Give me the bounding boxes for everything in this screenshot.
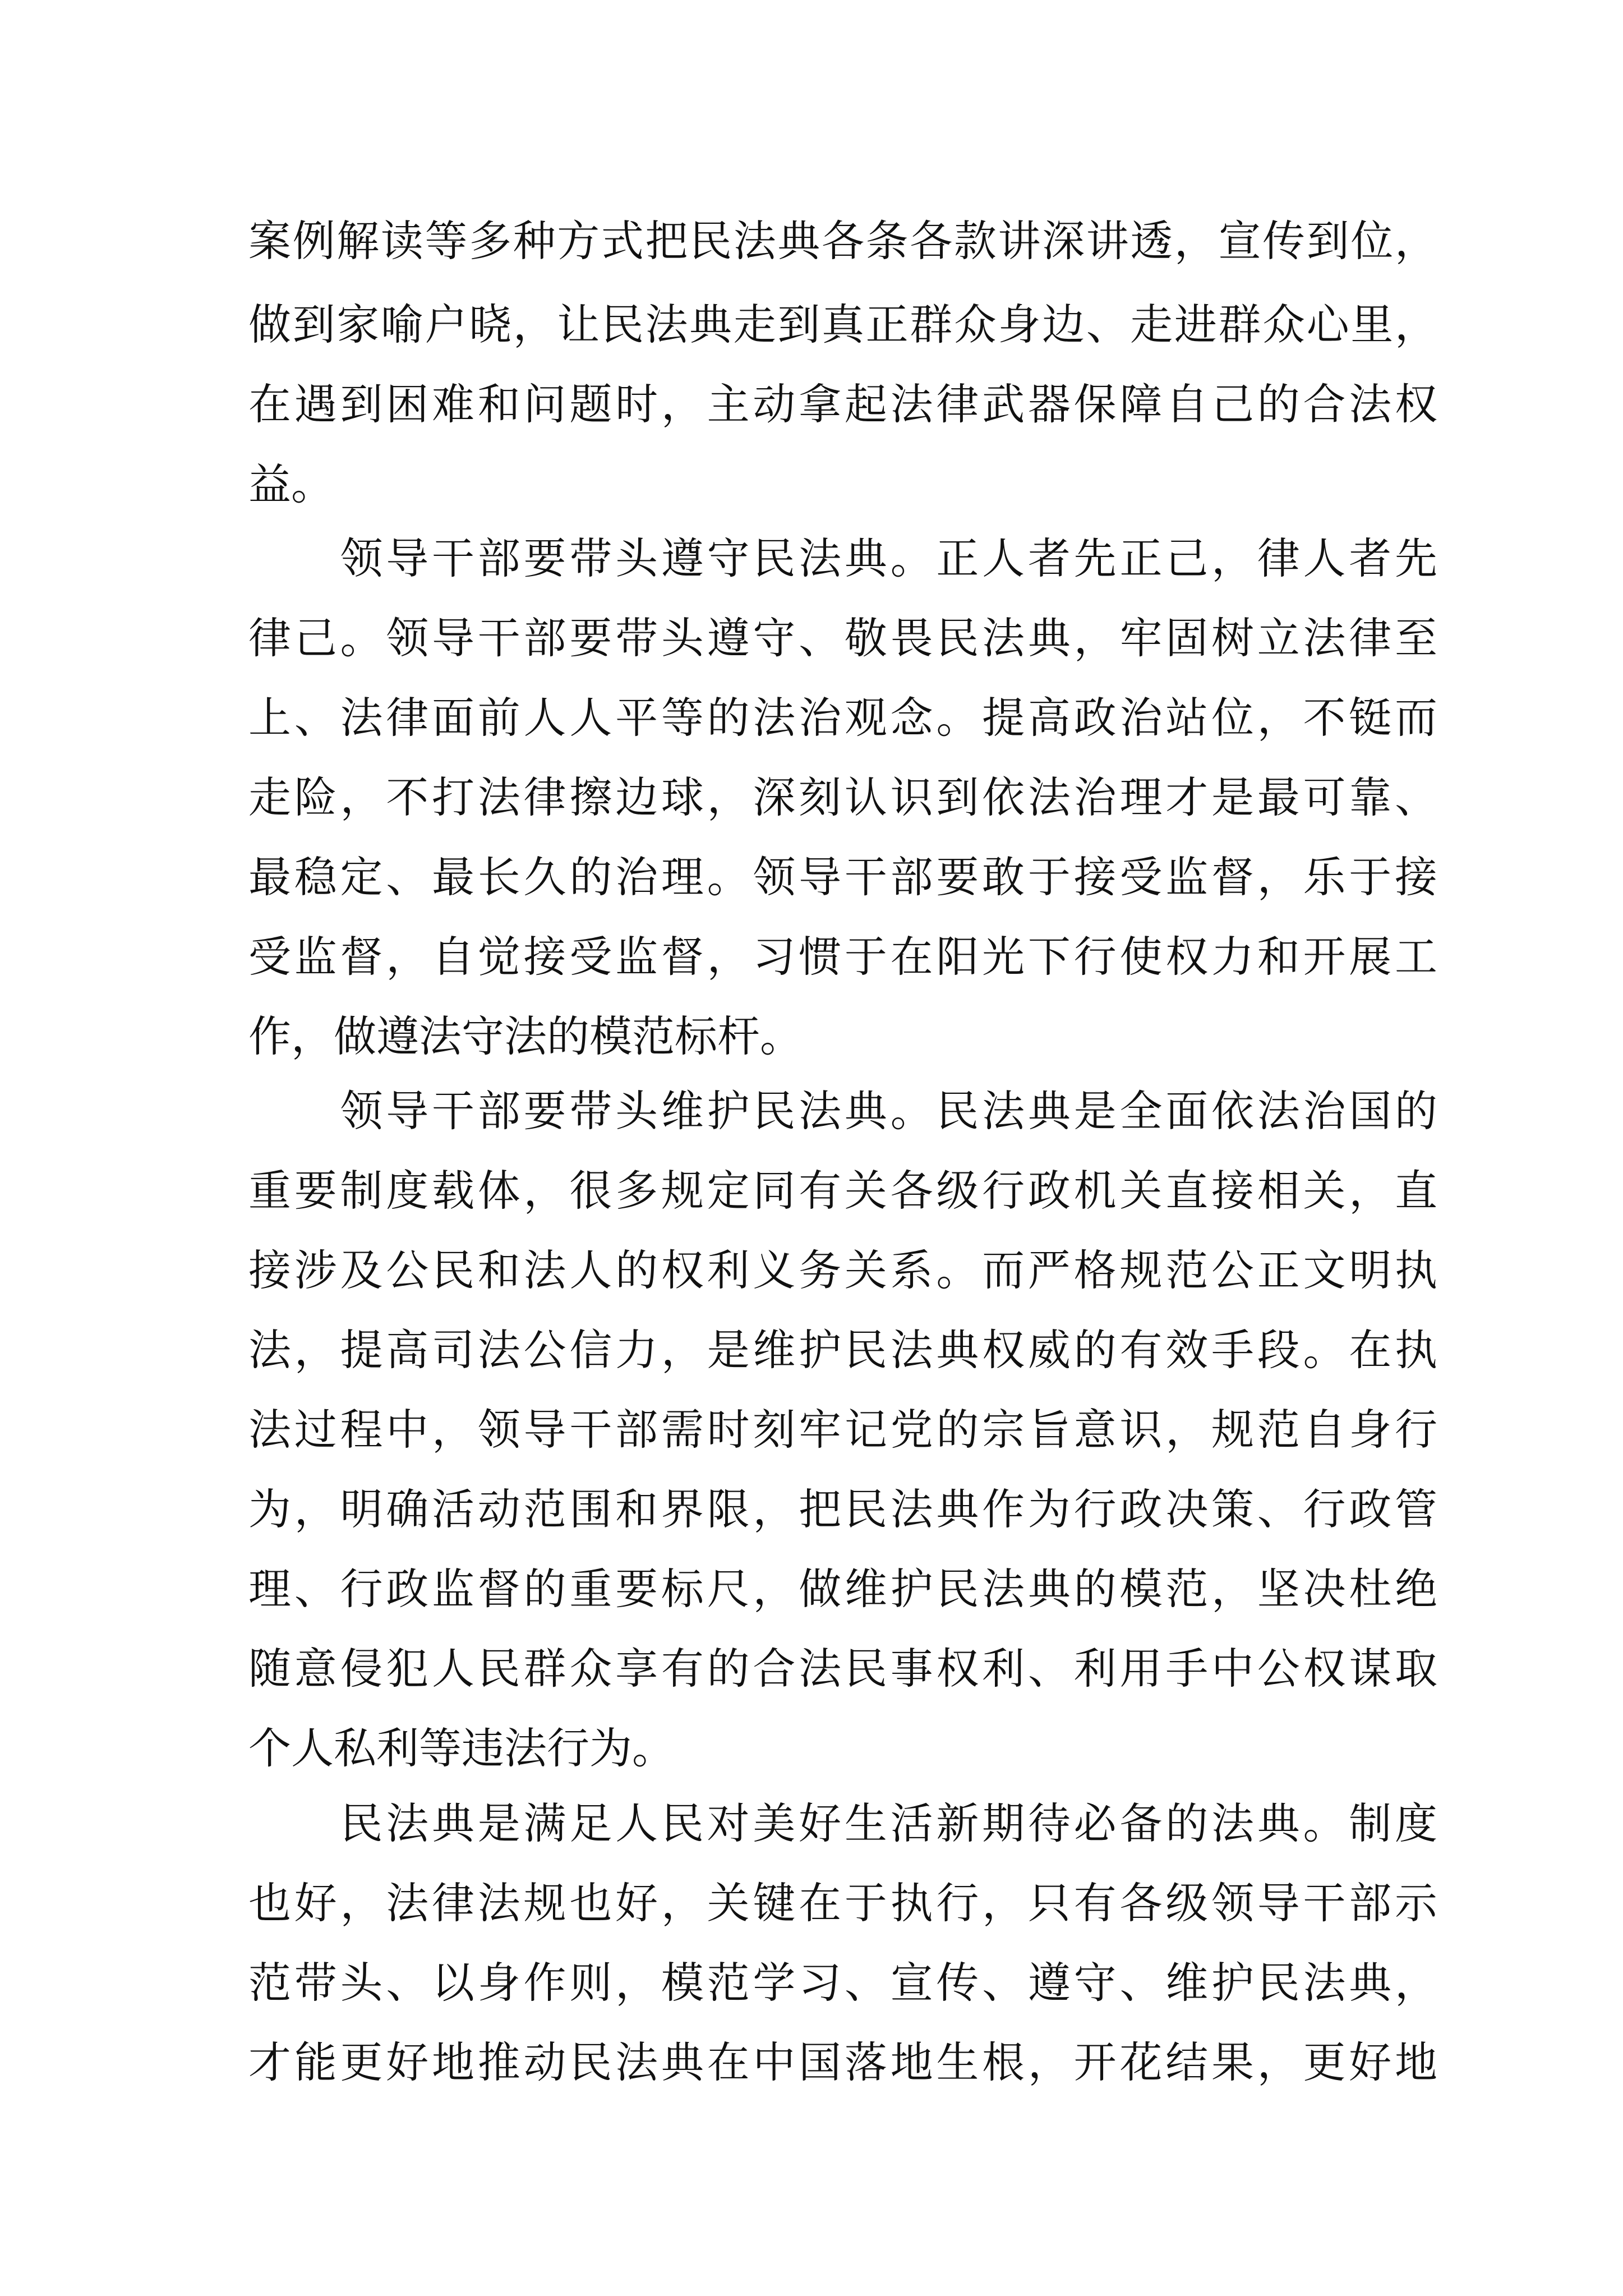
text-line: 法，提高司法公信力，是维护民法典权威的有效手段。在执 <box>248 1325 1437 1375</box>
text-line: 走险，不打法律擦边球，深刻认识到依法治理才是最可靠、 <box>248 772 1437 822</box>
text-line: 随意侵犯人民群众享有的合法民事权利、利用手中公权谋取 <box>248 1644 1437 1694</box>
text-line: 最稳定、最长久的治理。领导干部要敢于接受监督，乐于接 <box>248 852 1437 902</box>
text-line: 为，明确活动范围和界限，把民法典作为行政决策、行政管 <box>248 1484 1437 1534</box>
text-line: 民法典是满足人民对美好生活新期待必备的法典。制度 <box>248 1798 1437 1848</box>
text-line: 才能更好地推动民法典在中国落地生根，开花结果，更好地 <box>248 2037 1437 2087</box>
text-line: 领导干部要带头维护民法典。民法典是全面依法治国的 <box>248 1086 1437 1136</box>
text-line: 益。 <box>248 459 334 509</box>
text-line: 律己。领导干部要带头遵守、敬畏民法典，牢固树立法律至 <box>248 613 1437 663</box>
text-line: 上、法律面前人人平等的法治观念。提高政治站位，不铤而 <box>248 693 1437 743</box>
text-line: 法过程中，领导干部需时刻牢记党的宗旨意识，规范自身行 <box>248 1405 1437 1455</box>
text-line: 接涉及公民和法人的权利义务关系。而严格规范公正文明执 <box>248 1245 1437 1295</box>
text-line: 受监督，自觉接受监督，习惯于在阳光下行使权力和开展工 <box>248 932 1437 982</box>
text-line: 领导干部要带头遵守民法典。正人者先正己，律人者先 <box>248 533 1437 583</box>
text-line: 做到家喻户晓，让民法典走到真正群众身边、走进群众心里， <box>248 300 1437 349</box>
text-line: 范带头、以身作则，模范学习、宣传、遵守、维护民法典， <box>248 1958 1437 2008</box>
text-line: 也好，法律法规也好，关键在于执行，只有各级领导干部示 <box>248 1878 1437 1928</box>
text-line: 作，做遵法守法的模范标杆。 <box>248 1011 803 1061</box>
text-line: 重要制度载体，很多规定同有关各级行政机关直接相关，直 <box>248 1166 1437 1216</box>
text-line: 案例解读等多种方式把民法典各条各款讲深讲透，宣传到位， <box>248 216 1437 266</box>
text-line: 理、行政监督的重要标尺，做维护民法典的模范，坚决杜绝 <box>248 1564 1437 1614</box>
text-line: 个人私利等违法行为。 <box>248 1723 675 1773</box>
text-line: 在遇到困难和问题时，主动拿起法律武器保障自己的合法权 <box>248 379 1437 429</box>
